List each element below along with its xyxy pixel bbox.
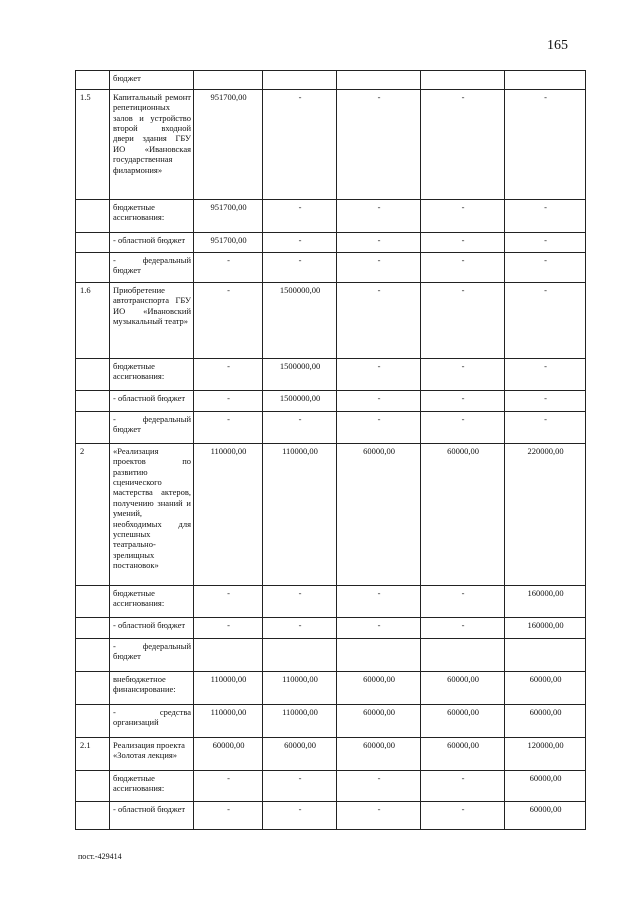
row-number bbox=[76, 802, 110, 830]
table-row bbox=[76, 412, 586, 444]
value-cell: - bbox=[194, 771, 263, 802]
row-name: - областной бюджет bbox=[110, 391, 194, 412]
value-cell: 110000,00 bbox=[263, 705, 337, 738]
table-row bbox=[76, 705, 586, 738]
value-cell: - bbox=[337, 283, 421, 359]
value-cell: - bbox=[337, 771, 421, 802]
table-row bbox=[76, 639, 586, 672]
value-cell: - bbox=[505, 233, 586, 253]
table-row bbox=[76, 90, 586, 200]
value-cell: - bbox=[421, 359, 505, 391]
value-cell: 1500000,00 bbox=[263, 391, 337, 412]
value-cell: 120000,00 bbox=[505, 738, 586, 771]
row-name: - федеральный бюджет bbox=[110, 253, 194, 283]
table-row bbox=[76, 672, 586, 705]
row-name: - областной бюджет bbox=[110, 618, 194, 639]
value-cell bbox=[194, 71, 263, 90]
table-row bbox=[76, 738, 586, 771]
value-cell: - bbox=[421, 253, 505, 283]
value-cell bbox=[337, 71, 421, 90]
row-name: - областной бюджет bbox=[110, 233, 194, 253]
value-cell bbox=[263, 639, 337, 672]
value-cell: - bbox=[421, 391, 505, 412]
value-cell: 1500000,00 bbox=[263, 359, 337, 391]
row-number bbox=[76, 71, 110, 90]
value-cell: - bbox=[337, 618, 421, 639]
value-cell: - bbox=[263, 90, 337, 200]
row-number: 1.6 bbox=[76, 283, 110, 359]
value-cell: - bbox=[337, 359, 421, 391]
value-cell: - bbox=[505, 90, 586, 200]
value-cell: - bbox=[337, 586, 421, 618]
value-cell bbox=[421, 639, 505, 672]
value-cell: 60000,00 bbox=[337, 672, 421, 705]
value-cell: 160000,00 bbox=[505, 618, 586, 639]
value-cell: 951700,00 bbox=[194, 90, 263, 200]
value-cell: - bbox=[505, 359, 586, 391]
row-number bbox=[76, 200, 110, 233]
value-cell: 1500000,00 bbox=[263, 283, 337, 359]
value-cell: - bbox=[263, 618, 337, 639]
table-row bbox=[76, 71, 586, 90]
value-cell: - bbox=[263, 802, 337, 830]
value-cell: 60000,00 bbox=[337, 705, 421, 738]
value-cell: - bbox=[505, 253, 586, 283]
row-number bbox=[76, 412, 110, 444]
value-cell: 110000,00 bbox=[263, 672, 337, 705]
value-cell: - bbox=[194, 359, 263, 391]
value-cell: - bbox=[194, 618, 263, 639]
row-name: внебюджетное финансирование: bbox=[110, 672, 194, 705]
table-row bbox=[76, 359, 586, 391]
table-row bbox=[76, 200, 586, 233]
row-name: - средства организаций bbox=[110, 705, 194, 738]
value-cell: 60000,00 bbox=[263, 738, 337, 771]
value-cell: - bbox=[421, 233, 505, 253]
value-cell: - bbox=[421, 586, 505, 618]
row-name: Реализация проекта «Золотая лекция» bbox=[110, 738, 194, 771]
value-cell: - bbox=[337, 253, 421, 283]
value-cell: 160000,00 bbox=[505, 586, 586, 618]
row-number: 2 bbox=[76, 444, 110, 586]
value-cell: 60000,00 bbox=[421, 705, 505, 738]
value-cell: 60000,00 bbox=[421, 738, 505, 771]
table-row bbox=[76, 283, 586, 359]
value-cell: - bbox=[337, 200, 421, 233]
row-name: Приобретение автотранспорта ГБУ ИО «Ивановский музыкальный театр» bbox=[110, 283, 194, 359]
value-cell bbox=[194, 639, 263, 672]
row-number: 2.1 bbox=[76, 738, 110, 771]
row-name: Капитальный ремонт репетиционных залов и устройство второй входной двери здания ГБУ ИО «Ивановская государственная филармония» bbox=[110, 90, 194, 200]
value-cell: - bbox=[263, 412, 337, 444]
table-row bbox=[76, 802, 586, 830]
value-cell: - bbox=[194, 412, 263, 444]
value-cell: - bbox=[421, 618, 505, 639]
value-cell bbox=[505, 71, 586, 90]
value-cell: - bbox=[263, 253, 337, 283]
row-number bbox=[76, 705, 110, 738]
value-cell bbox=[505, 639, 586, 672]
value-cell: - bbox=[337, 391, 421, 412]
row-number bbox=[76, 233, 110, 253]
value-cell: - bbox=[263, 771, 337, 802]
row-number bbox=[76, 586, 110, 618]
value-cell: - bbox=[263, 200, 337, 233]
value-cell: 60000,00 bbox=[505, 771, 586, 802]
value-cell: - bbox=[505, 283, 586, 359]
row-number bbox=[76, 672, 110, 705]
value-cell: - bbox=[263, 233, 337, 253]
row-name: «Реализация проектов по развитию сценического мастерства актеров, получению знаний и умений, необходимых для успешных театрально-зрелищных постановок» bbox=[110, 444, 194, 586]
value-cell: 60000,00 bbox=[337, 444, 421, 586]
row-number bbox=[76, 618, 110, 639]
value-cell: 110000,00 bbox=[194, 705, 263, 738]
value-cell: 110000,00 bbox=[194, 672, 263, 705]
value-cell: 60000,00 bbox=[194, 738, 263, 771]
row-name: бюджетные ассигнования: bbox=[110, 586, 194, 618]
value-cell bbox=[337, 639, 421, 672]
row-name: - областной бюджет bbox=[110, 802, 194, 830]
value-cell: - bbox=[337, 233, 421, 253]
table-row bbox=[76, 618, 586, 639]
value-cell: 110000,00 bbox=[263, 444, 337, 586]
value-cell: - bbox=[505, 412, 586, 444]
value-cell: - bbox=[421, 802, 505, 830]
value-cell bbox=[263, 71, 337, 90]
value-cell: - bbox=[421, 283, 505, 359]
table-row bbox=[76, 253, 586, 283]
value-cell: 951700,00 bbox=[194, 200, 263, 233]
value-cell: - bbox=[194, 283, 263, 359]
value-cell: 60000,00 bbox=[505, 802, 586, 830]
value-cell: 60000,00 bbox=[505, 705, 586, 738]
row-number bbox=[76, 391, 110, 412]
value-cell: 110000,00 bbox=[194, 444, 263, 586]
row-name: - федеральный бюджет bbox=[110, 639, 194, 672]
table-row bbox=[76, 233, 586, 253]
table-row bbox=[76, 771, 586, 802]
value-cell: - bbox=[337, 412, 421, 444]
table-row bbox=[76, 444, 586, 586]
value-cell: - bbox=[421, 412, 505, 444]
value-cell: 951700,00 bbox=[194, 233, 263, 253]
value-cell: - bbox=[337, 90, 421, 200]
value-cell: 220000,00 bbox=[505, 444, 586, 586]
value-cell: 60000,00 bbox=[337, 738, 421, 771]
row-name: - федеральный бюджет bbox=[110, 412, 194, 444]
budget-table bbox=[75, 70, 586, 830]
value-cell: 60000,00 bbox=[421, 444, 505, 586]
table-row bbox=[76, 586, 586, 618]
row-name: бюджетные ассигнования: bbox=[110, 771, 194, 802]
value-cell: - bbox=[263, 586, 337, 618]
value-cell: - bbox=[194, 391, 263, 412]
value-cell: 60000,00 bbox=[421, 672, 505, 705]
row-name: бюджетные ассигнования: bbox=[110, 200, 194, 233]
row-name: бюджет bbox=[110, 71, 194, 90]
value-cell: 60000,00 bbox=[505, 672, 586, 705]
document-footer: пост.-429414 bbox=[78, 852, 122, 861]
value-cell: - bbox=[421, 90, 505, 200]
value-cell bbox=[421, 71, 505, 90]
row-name: бюджетные ассигнования: bbox=[110, 359, 194, 391]
row-number bbox=[76, 771, 110, 802]
row-number bbox=[76, 253, 110, 283]
value-cell: - bbox=[194, 802, 263, 830]
row-number bbox=[76, 359, 110, 391]
value-cell: - bbox=[194, 253, 263, 283]
value-cell: - bbox=[505, 391, 586, 412]
value-cell: - bbox=[337, 802, 421, 830]
page-number: 165 bbox=[547, 38, 568, 53]
value-cell: - bbox=[421, 200, 505, 233]
value-cell: - bbox=[505, 200, 586, 233]
table-row bbox=[76, 391, 586, 412]
value-cell: - bbox=[421, 771, 505, 802]
row-number: 1.5 bbox=[76, 90, 110, 200]
value-cell: - bbox=[194, 586, 263, 618]
row-number bbox=[76, 639, 110, 672]
